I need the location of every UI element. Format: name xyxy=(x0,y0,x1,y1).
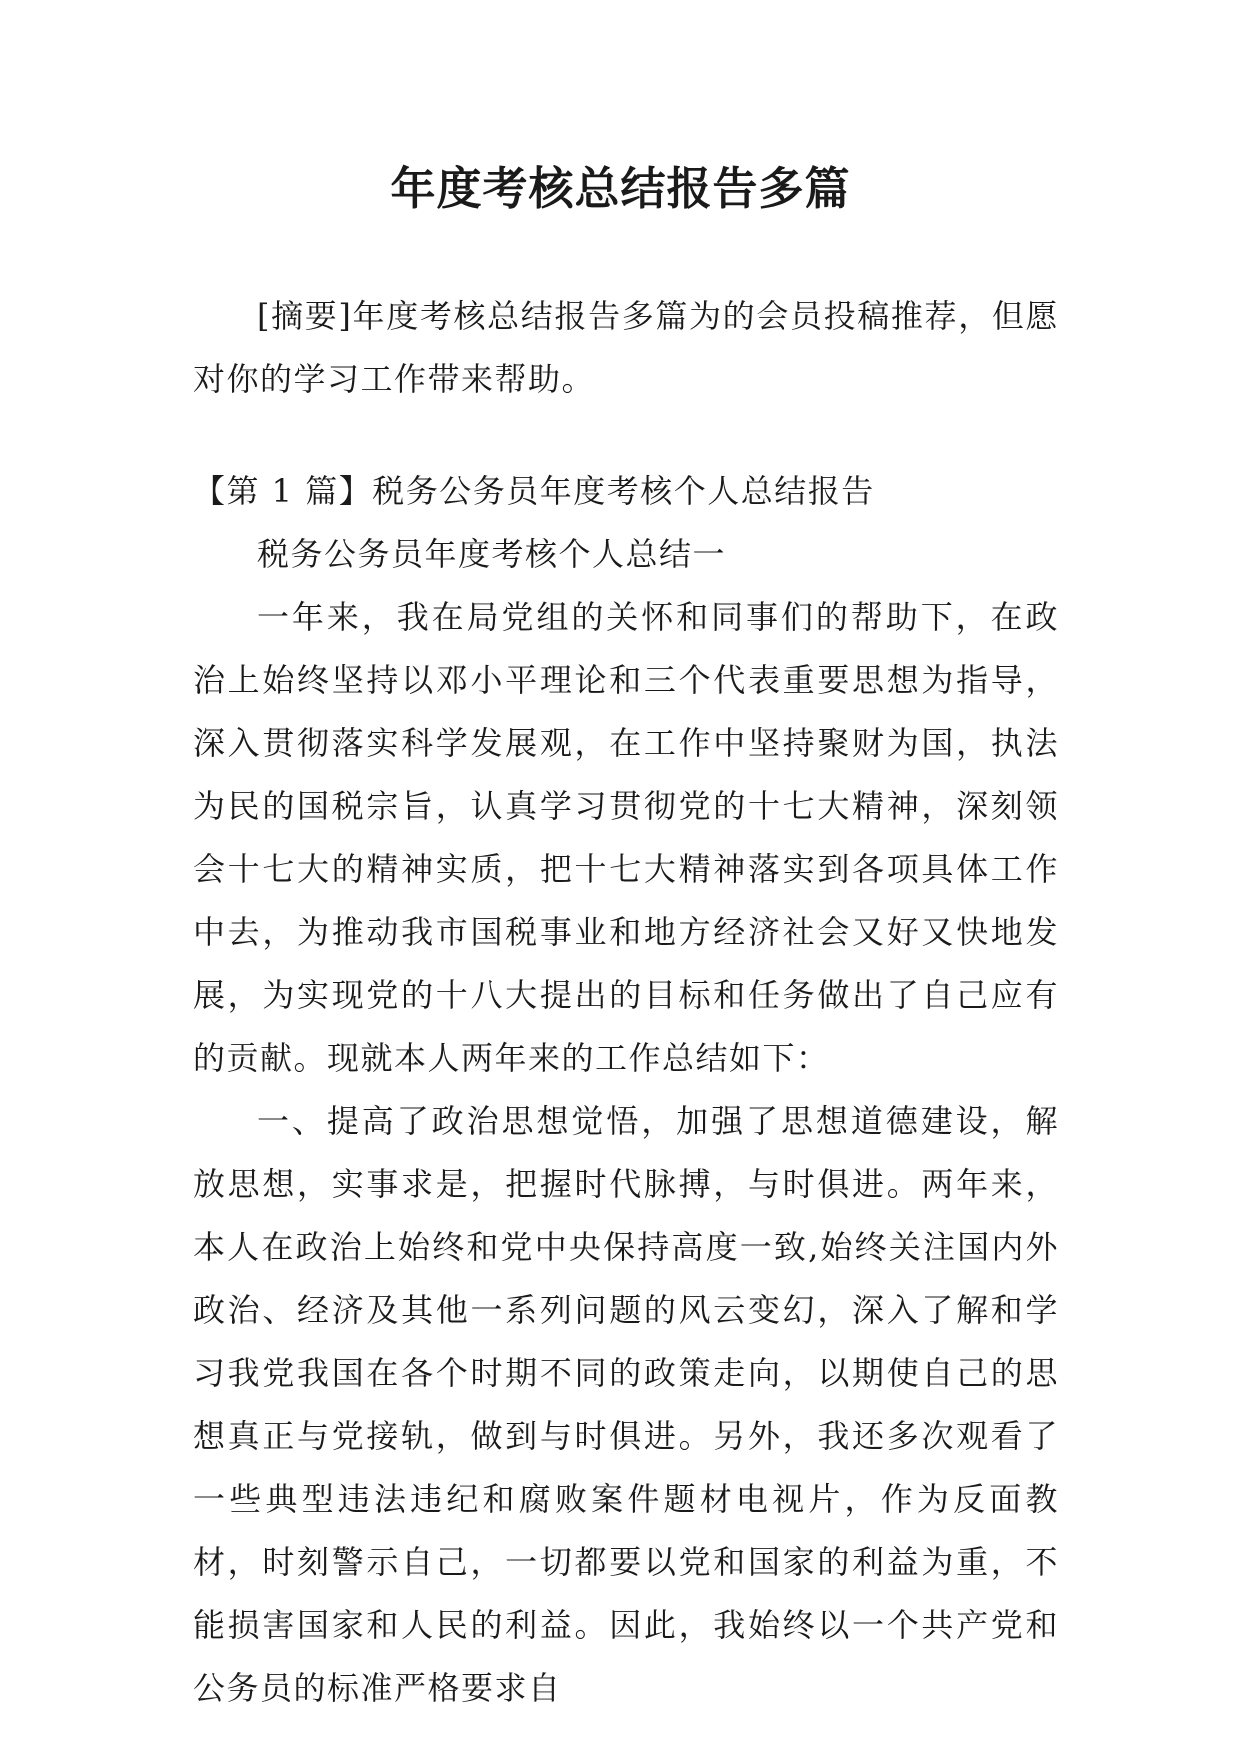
body-paragraph: 一、提高了政治思想觉悟，加强了思想道德建设，解放思想，实事求是，把握时代脉搏，与时俱进。两年来，本人在政治上始终和党中央保持高度一致,始终关注国内外政治、经济及其他一系列问题的风云变幻，深入了解和学习我党我国在各个时期不同的政策走向，以期使自己的思想真正与党接轨，做到与时俱进。另外，我还多次观看了一些典型违法违纪和腐败案件题材电视片，作为反面教材，时刻警示自己，一切都要以党和国家的利益为重，不能损害国家和人民的利益。因此，我始终以一个共产党和公务员的标准严格要求自 xyxy=(193,1102,1059,1707)
abstract-paragraph: [摘要]年度考核总结报告多篇为的会员投稿推荐，但愿对你的学习工作带来帮助。 xyxy=(193,297,1059,398)
section-subheading: 税务公务员年度考核个人总结一 xyxy=(257,535,727,573)
body-paragraph: 一年来，我在局党组的关怀和同事们的帮助下，在政治上始终坚持以邓小平理论和三个代表重要思想为指导，深入贯彻落实科学发展观，在工作中坚持聚财为国，执法为民的国税宗旨，认真学习贯彻党的十七大精神，深刻领会十七大的精神实质，把十七大精神落实到各项具体工作中去，为推动我市国税事业和地方经济社会又好又快地发展，为实现党的十八大提出的目标和任务做出了自己应有的贡献。现就本人两年来的工作总结如下： xyxy=(193,598,1059,1077)
document-title: 年度考核总结报告多篇 xyxy=(390,162,851,215)
section-body xyxy=(193,460,1059,1720)
section-heading: 【第 1 篇】税务公务员年度考核个人总结报告 xyxy=(193,472,875,510)
